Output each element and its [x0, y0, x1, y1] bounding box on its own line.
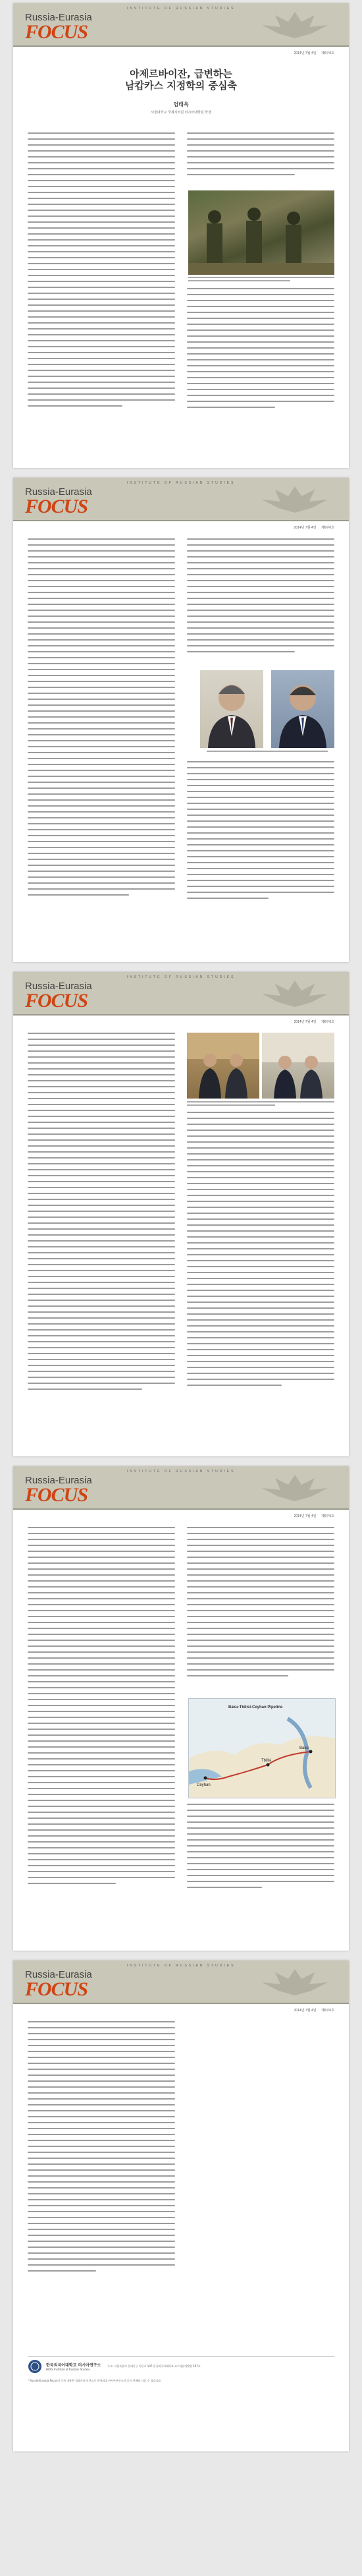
text-column-left [28, 1033, 175, 1402]
article-title-block [13, 68, 349, 115]
page-4 [13, 1466, 349, 1951]
logo-focus: FOCUS [25, 1978, 88, 2000]
logo-russia-eurasia: Russia-Eurasia [25, 486, 92, 498]
map-city-tbilisi: Tbilisi [261, 1759, 272, 1763]
person-portrait-icon [271, 670, 334, 748]
issue-date: 2014년 7월 4일 [294, 1020, 317, 1024]
institute-label: INSTITUTE OF RUSSIAN STUDIES [126, 975, 236, 979]
issue-number: 제6부0호 [321, 51, 334, 55]
issue-number: 제6부0호 [321, 1514, 334, 1518]
page-header [13, 1961, 349, 2004]
logo-russia-eurasia: Russia-Eurasia [25, 1969, 92, 1980]
two-leaders-meeting-icon [262, 1033, 334, 1099]
double-eagle-emblem-icon [249, 483, 341, 516]
double-eagle-emblem-icon [249, 1966, 341, 1999]
logo-focus: FOCUS [25, 21, 88, 43]
footer-org-name: 한국외국어대학교 러시아연구소 [46, 2363, 101, 2368]
soldiers-silhouette-icon [188, 190, 334, 275]
issue-number: 제6부0호 [321, 526, 334, 530]
photo-caption [200, 751, 334, 752]
page-1 [13, 3, 349, 468]
logo-focus: FOCUS [25, 1484, 88, 1506]
footer-org-name-en: HUFS Institute of Russian Studies [46, 2368, 90, 2371]
meeting-photo-right [262, 1033, 334, 1099]
text-column-left [28, 1527, 175, 1896]
page-header [13, 972, 349, 1016]
logo-russia-eurasia: Russia-Eurasia [25, 981, 92, 992]
text-column-left [28, 2021, 175, 2298]
issue-date: 2014년 7월 4일 [294, 526, 317, 530]
page-3 [13, 972, 349, 1456]
institute-label: INSTITUTE OF RUSSIAN STUDIES [126, 1470, 236, 1474]
portrait-photo-left [200, 670, 263, 748]
logo-russia-eurasia: Russia-Eurasia [25, 12, 92, 23]
date-line [290, 1019, 334, 1024]
institute-label: INSTITUTE OF RUSSIAN STUDIES [126, 7, 236, 11]
institute-label: INSTITUTE OF RUSSIAN STUDIES [126, 481, 236, 485]
logo-focus: FOCUS [25, 496, 88, 517]
soldiers-photo [188, 190, 334, 275]
date-line [290, 1514, 334, 1518]
publication-footer [28, 2356, 334, 2432]
double-eagle-emblem-icon [249, 9, 341, 42]
article-title-line-2: 남캅카스 지정학의 중심축 [125, 80, 237, 92]
portrait-photo-right [271, 670, 334, 748]
date-line [290, 525, 334, 530]
person-portrait-icon [200, 670, 263, 748]
issue-number: 제6부0호 [321, 1020, 334, 1024]
two-leaders-meeting-icon [187, 1033, 259, 1099]
pipeline-route-map-icon [189, 1699, 335, 1798]
footer-contact: 주소: 서울특별시 동대문구 이문로 107 한국외국어대학교 교수학습개발원 507호 [107, 2364, 201, 2368]
map-title: Baku-Tbilisi-Ceyhan Pipeline [228, 1705, 283, 1709]
text-column-left [28, 538, 175, 907]
double-eagle-emblem-icon [249, 977, 341, 1010]
author-affiliation: 서울대학교 국제지역원 러시아대학원 학생 [151, 111, 211, 115]
text-column-right [187, 1112, 334, 1402]
pipeline-map [188, 1698, 336, 1798]
photo-caption [188, 277, 334, 281]
date-line [290, 51, 334, 55]
date-line [290, 2008, 334, 2013]
logo-russia-eurasia: Russia-Eurasia [25, 1475, 92, 1486]
text-column-left [28, 132, 175, 416]
meeting-photo-left [187, 1033, 259, 1099]
map-city-baku: Baku [299, 1746, 309, 1750]
footer-disclaimer: * Russia-Eurasia Focus의 기사 내용은 집필자의 의견으로 한국외대 러시아연구소의 공식 견해와 다를 수 있습니다. [28, 2379, 162, 2382]
page-2 [13, 478, 349, 962]
author-name: 엄태욱 [173, 101, 189, 107]
photo-caption [187, 1101, 334, 1106]
page-5 [13, 1961, 349, 2451]
issue-number: 제6부0호 [321, 2009, 334, 2013]
issue-date: 2014년 7월 4일 [294, 51, 317, 55]
map-city-ceyhan: Ceyhan [197, 1783, 211, 1787]
text-column-right-top [187, 132, 334, 185]
footer-org-row [28, 2359, 334, 2374]
text-column-right-top [187, 1527, 334, 1692]
issue-date: 2014년 7월 4일 [294, 2009, 317, 2013]
page-header [13, 478, 349, 521]
article-title-line-1: 아제르바이잔, 급변하는 [130, 68, 232, 80]
hufs-seal-icon [28, 2359, 42, 2374]
institute-label: INSTITUTE OF RUSSIAN STUDIES [126, 1964, 236, 1968]
page-header [13, 3, 349, 47]
text-column-right-bottom [187, 761, 334, 913]
double-eagle-emblem-icon [249, 1472, 341, 1504]
issue-date: 2014년 7월 4일 [294, 1514, 317, 1518]
text-column-right-bottom [187, 1804, 334, 1896]
logo-focus: FOCUS [25, 990, 88, 1012]
text-column-right-top [187, 538, 334, 664]
text-column-right-bottom [187, 288, 334, 420]
page-header [13, 1466, 349, 1510]
